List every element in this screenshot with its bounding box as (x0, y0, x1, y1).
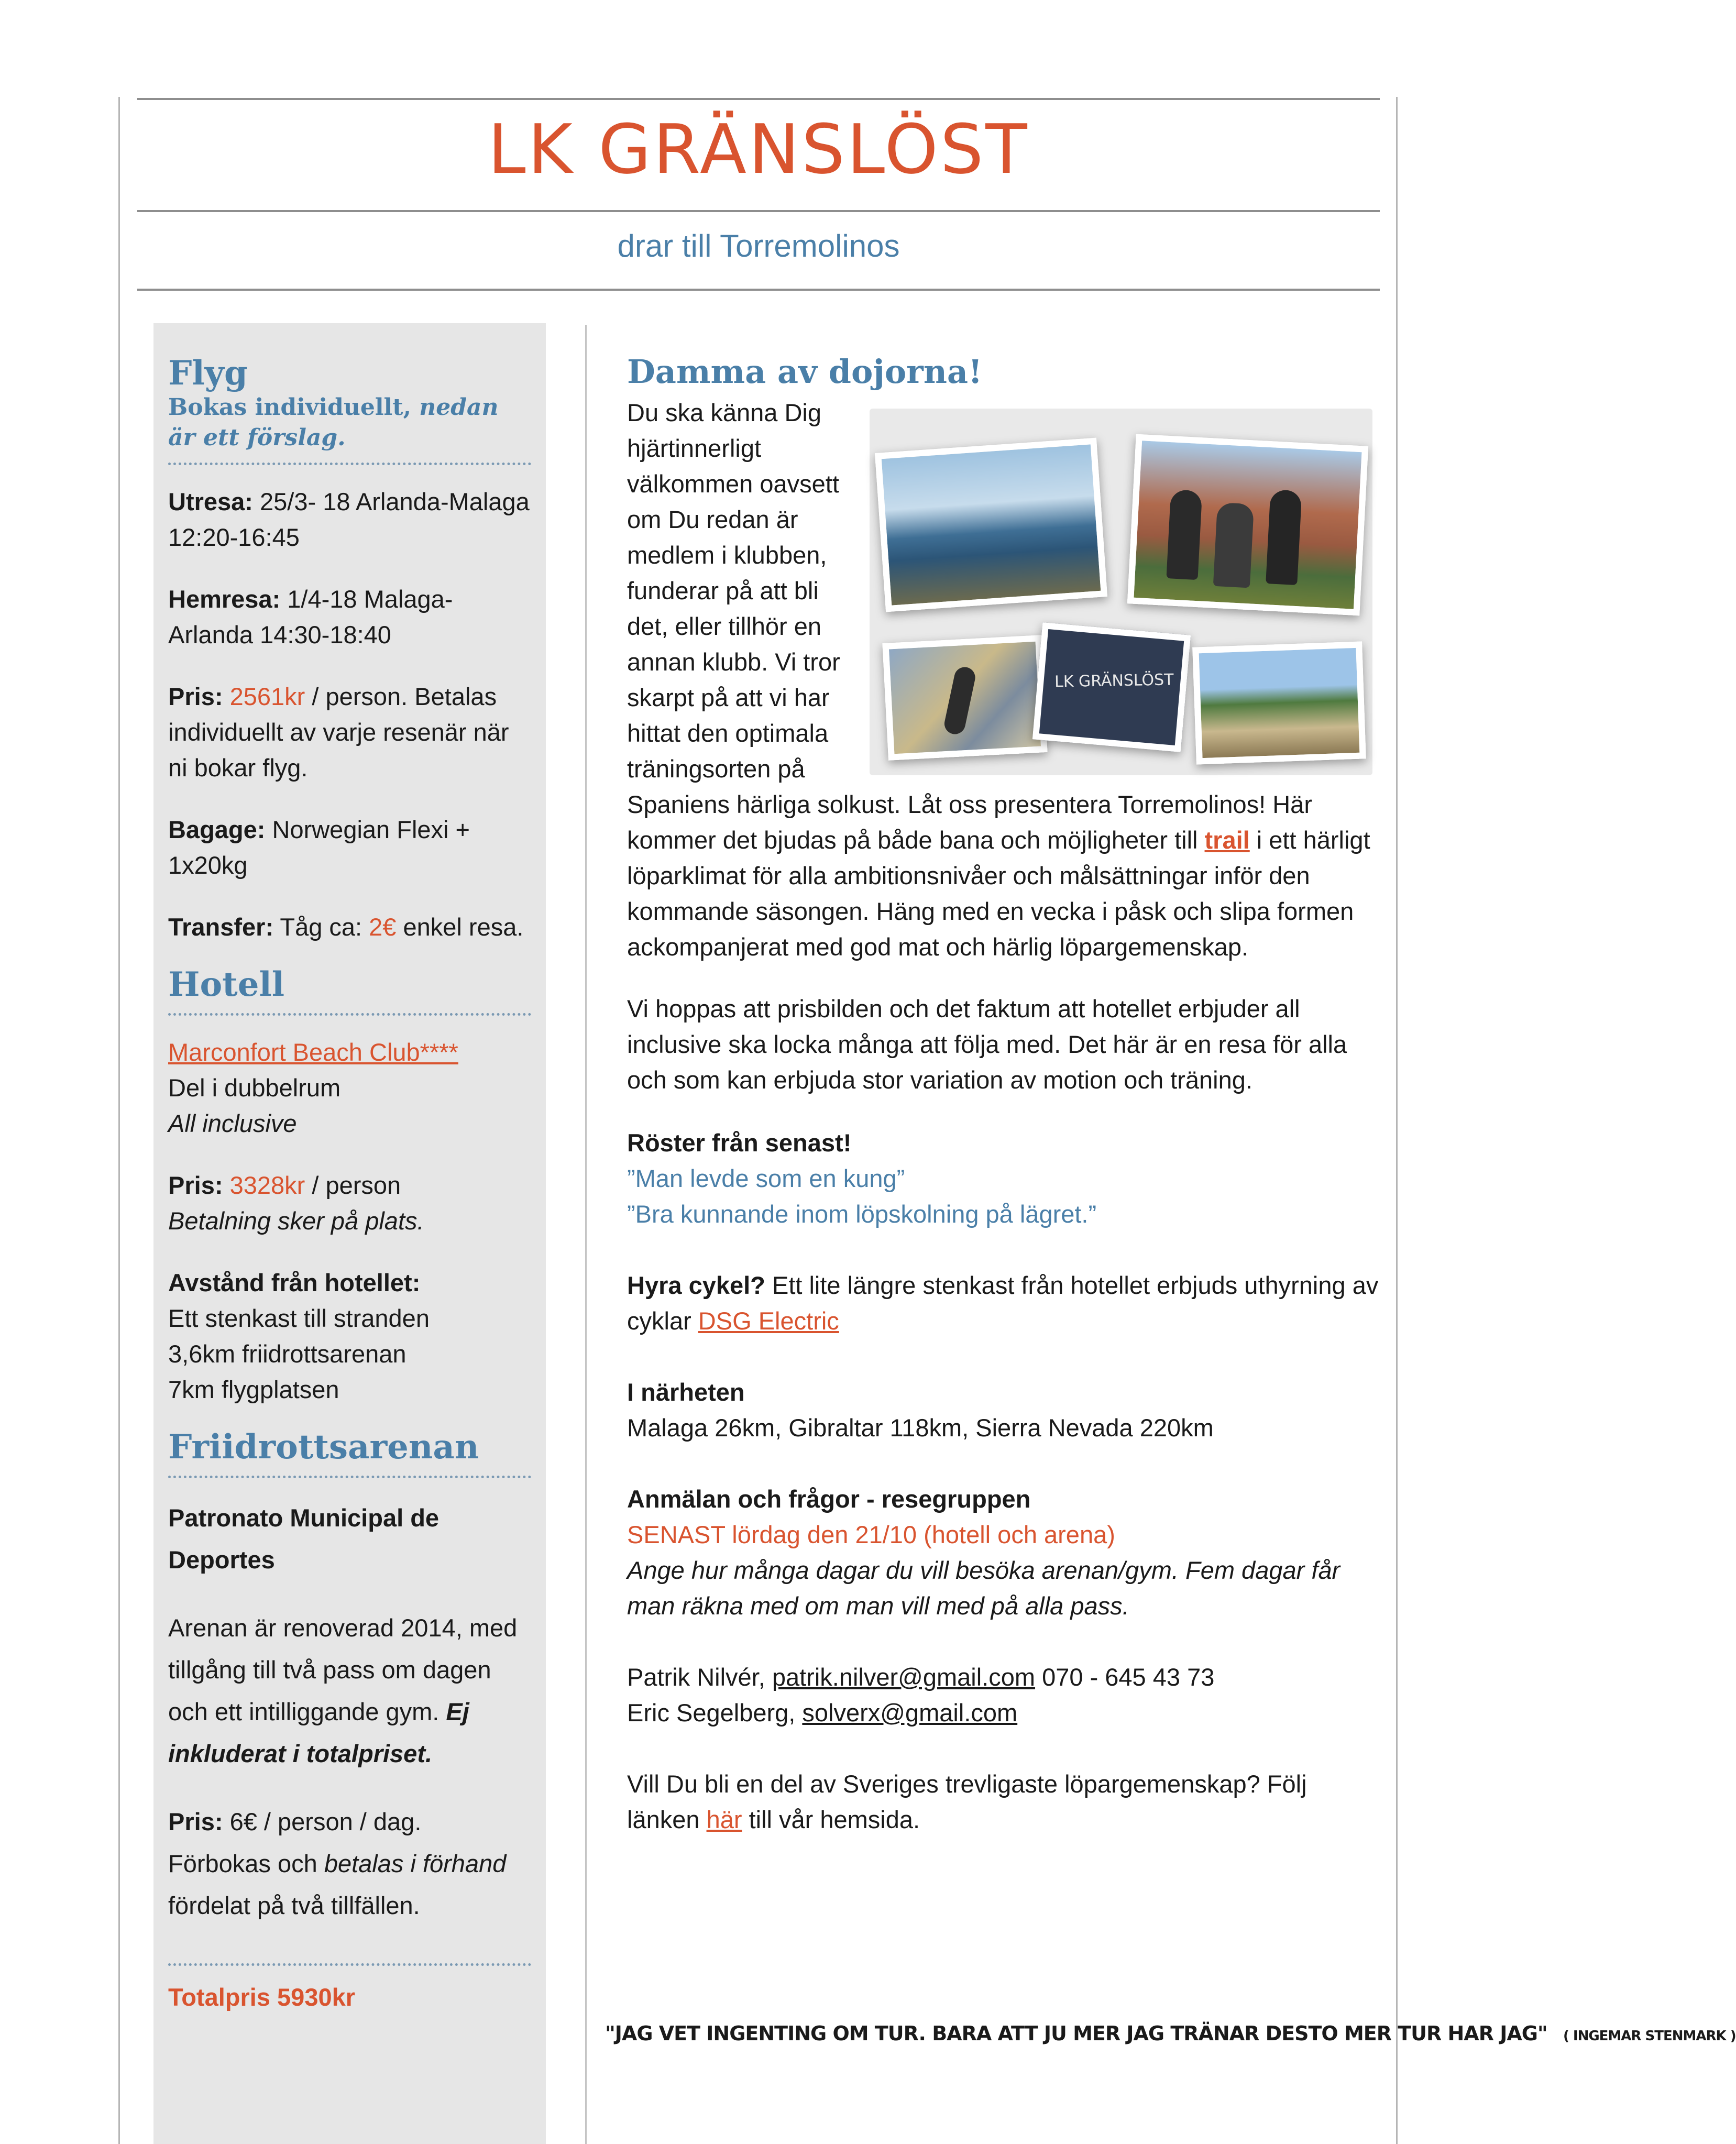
transfer-info (168, 909, 531, 945)
footer-quote-source: ( INGEMAR STENMARK ) (1563, 2028, 1736, 2044)
bagage-label: Bagage: (168, 816, 266, 843)
bagage-value: Norwegian Flexi + 1x20kg (168, 816, 470, 879)
main-content (627, 351, 1381, 1864)
footer-quote-text: "JAG VET INGENTING OM TUR. BARA ATT JU MER JAG TRÄNAR DESTO MER TUR HAR JAG" (605, 2022, 1547, 2045)
arena-desc-text: Arenan är renoverad 2014, med tillgång till två pass om dagen och ett intilliggande gym. (168, 1614, 518, 1725)
flyg-price-label: Pris: (168, 683, 223, 710)
signup-note: Ange hur många dagar du vill besöka arenan/gym. Fem dagar får man räkna med om man vill med på alla pass. (627, 1556, 1341, 1620)
total-price: Totalpris 5930kr (168, 1983, 356, 2011)
flyg-heading: Flyg (168, 354, 248, 393)
sidebar (153, 323, 546, 2144)
arena-price-info (168, 1801, 531, 1927)
hemresa-info (168, 581, 531, 653)
transfer-label: Transfer: (168, 913, 274, 941)
contacts-block (627, 1659, 1381, 1731)
hotel-price-value: 3328kr (229, 1171, 305, 1199)
flyg-sub-italic: nedan är ett förslag. (168, 394, 499, 451)
hotel-room: Del i dubbelrum (168, 1074, 341, 1102)
utresa-value: 25/3- 18 Arlanda-Malaga 12:20-16:45 (168, 488, 530, 551)
shirt-logo-text: LK GRÄNSLÖST (1054, 670, 1174, 691)
utresa-label: Utresa: (168, 488, 253, 515)
arena-desc-bold: Ej inkluderat i totalpriset. (168, 1698, 469, 1767)
hotel-price-info (168, 1168, 531, 1239)
arena-price-label: Pris: (168, 1808, 223, 1835)
contact1-email-link[interactable]: patrik.nilver@gmail.com (772, 1663, 1036, 1691)
voices-block (627, 1125, 1381, 1232)
contact1-phone: 070 - 645 43 73 (1042, 1663, 1215, 1691)
intro-wide (627, 787, 1381, 965)
nearby-text: Malaga 26km, Gibraltar 118km, Sierra Nevada 220km (627, 1414, 1214, 1442)
quote-1: ”Man levde som en kung” (627, 1164, 905, 1192)
hotel-price-label: Pris: (168, 1171, 223, 1199)
distance-info (168, 1265, 531, 1408)
bike-block (627, 1268, 1381, 1339)
homepage-link[interactable]: här (706, 1806, 742, 1833)
page-title: LK GRÄNSLÖST (488, 109, 1029, 189)
flyg-price-info (168, 679, 531, 786)
hemresa-value: 1/4-18 Malaga-Arlanda 14:30-18:40 (168, 585, 453, 648)
arena-name (168, 1497, 531, 1581)
dotted-divider (168, 463, 531, 465)
flyg-subheading (168, 392, 531, 453)
flyg-sub-plain: Bokas individuellt, (168, 394, 411, 421)
intro-wide-post: i ett härligt löparklimat för alla ambitionsnivåer och målsättningar inför den kommande säsongen. Häng med en vecka i påsk och slipa formen ackompanjerat med god mat och härlig löpargemenskap. (627, 826, 1370, 961)
hotel-info (168, 1035, 531, 1141)
bike-text: Ett lite längre stenkast från hotellet erbjuds uthyrning av cyklar (627, 1271, 1379, 1335)
arena-desc (168, 1607, 531, 1775)
closing-pre: Vill Du bli en del av Sveriges trevligaste löpargemenskap? Följ länken (627, 1770, 1307, 1833)
closing-block (627, 1766, 1381, 1838)
arena-note-italic: betalas i förhand (324, 1850, 507, 1877)
hotel-link[interactable]: Marconfort Beach Club**** (168, 1038, 458, 1066)
intro-wide-pre: Spaniens härliga solkust. Låt oss presentera Torremolinos! Här kommer det bjudas på både bana och möjligheter till (627, 790, 1312, 854)
flyg-price-note: Betalas individuellt av varje resenär när ni bokar flyg. (168, 683, 509, 782)
signup-block (627, 1481, 1381, 1624)
closing-post: till vår hemsida. (749, 1806, 920, 1833)
distance-airport: 7km flygplatsen (168, 1376, 339, 1403)
flyg-price-suffix: / person. (312, 683, 408, 710)
dotted-divider (168, 1476, 531, 1478)
distance-beach: Ett stenkast till stranden (168, 1304, 430, 1332)
column-divider (585, 325, 587, 2144)
transfer-post: enkel resa. (403, 913, 524, 941)
dsg-electric-link[interactable]: DSG Electric (698, 1307, 839, 1335)
left-frame-line (118, 97, 120, 2144)
dotted-divider (168, 1013, 531, 1016)
header-mid-rule (137, 210, 1380, 212)
utresa-info (168, 484, 531, 555)
contact2-email-link[interactable]: solverx@gmail.com (802, 1699, 1018, 1727)
footer-quote (605, 2022, 1736, 2045)
nearby-heading: I närheten (627, 1378, 745, 1406)
nearby-block (627, 1375, 1381, 1446)
header-top-rule (137, 98, 1380, 100)
signup-heading: Anmälan och frågor - resegruppen (627, 1485, 1031, 1513)
para-all-inclusive: Vi hoppas att prisbilden och det faktum att hotellet erbjuder all inclusive ska locka många att följa med. Det här är en resa för alla och som kan erbjuda stor variation av motion och träning. (627, 995, 1347, 1094)
hotel-price-note: Betalning sker på plats. (168, 1207, 424, 1235)
page-subtitle: drar till Torremolinos (617, 228, 900, 263)
hotell-heading: Hotell (168, 965, 285, 1004)
contact1-name: Patrik Nilvér, (627, 1663, 765, 1691)
signup-deadline: SENAST lördag den 21/10 (hotell och arena) (627, 1521, 1115, 1548)
distance-arena: 3,6km friidrottsarenan (168, 1340, 406, 1368)
flyg-price-value: 2561kr (229, 683, 305, 710)
trail-link[interactable]: trail (1204, 826, 1250, 854)
bagage-info (168, 812, 531, 883)
quote-2: ”Bra kunnande inom löpskolning på lägret.” (627, 1200, 1097, 1228)
arena-heading: Friidrottsarenan (168, 1427, 479, 1467)
voices-heading: Röster från senast! (627, 1129, 852, 1157)
transfer-value: 2€ (369, 913, 397, 941)
contact2-name: Eric Segelberg, (627, 1699, 796, 1727)
right-frame-line (1396, 97, 1398, 2144)
intro-narrow: Du ska känna Dig hjärtinnerligt välkommen oavsett om Du redan är medlem i klubben, funderar på att bli det, eller tillhör en annan klubb. Vi tror skarpt på att vi har hittat den optimala träningsorten på (627, 399, 840, 783)
hemresa-label: Hemresa: (168, 585, 281, 613)
bike-label: Hyra cykel? (627, 1271, 765, 1299)
arena-price-value: 6€ / person / dag. (229, 1808, 422, 1835)
header-bottom-rule (137, 289, 1380, 291)
hotel-board: All inclusive (168, 1109, 297, 1137)
hotel-price-suffix: / person (312, 1171, 401, 1199)
dotted-divider (168, 1963, 531, 1966)
arena-note-post: fördelat på två tillfällen. (168, 1892, 420, 1919)
arena-note-pre: Förbokas och (168, 1850, 317, 1877)
distance-label: Avstånd från hotellet: (168, 1269, 421, 1296)
transfer-pre: Tåg ca: (280, 913, 362, 941)
arena-name-text: Patronato Municipal de Deportes (168, 1504, 440, 1574)
main-heading: Damma av dojorna! (627, 353, 983, 391)
